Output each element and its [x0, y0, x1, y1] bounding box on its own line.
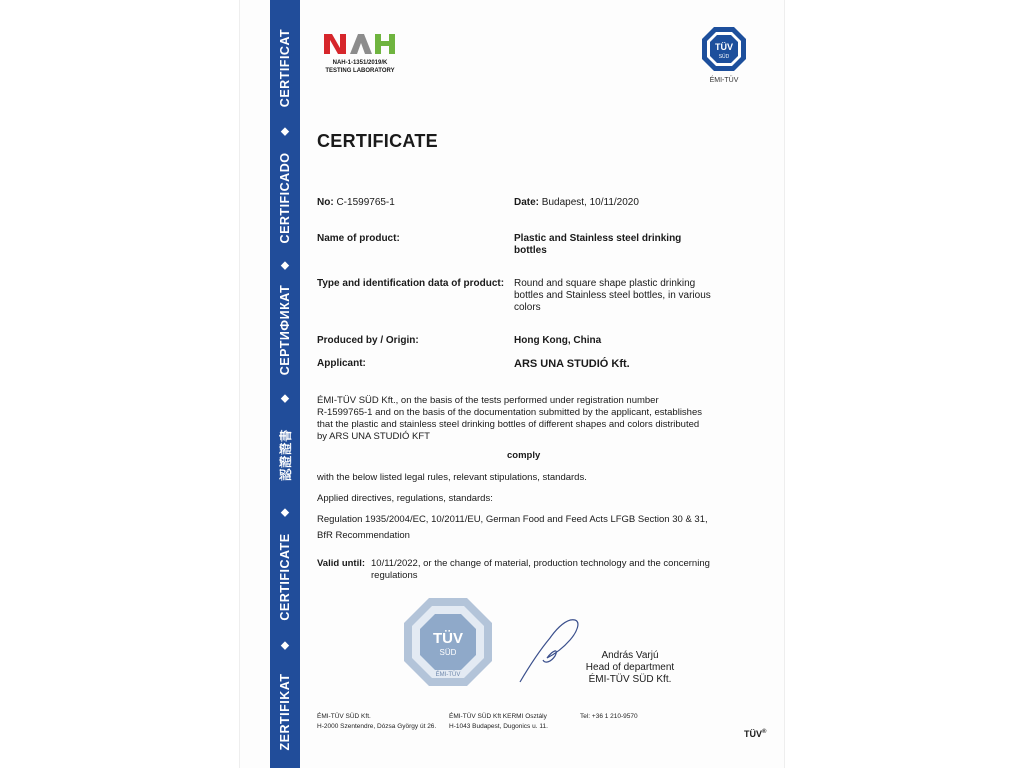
type-value-line-2: bottles and Stainless steel bottles, in various — [514, 290, 711, 301]
svg-text:SÜD: SÜD — [718, 54, 730, 60]
vertical-language-band — [270, 0, 300, 768]
band-diamond-icon: ◆ — [280, 639, 290, 652]
tuv-caption: ÉMI-TÜV — [709, 77, 739, 84]
signer-block — [560, 650, 700, 686]
band-label-certificat: CERTIFICAT — [278, 28, 292, 108]
product-value-line-1: Plastic and Stainless steel drinking — [514, 233, 682, 244]
tuv-trademark: TÜV® — [744, 729, 767, 739]
applicant-value: ARS UNA STUDIÓ Kft. — [514, 358, 630, 370]
nah-testing-laboratory: TESTING LABORATORY — [325, 68, 395, 74]
statement-line-4: by ARS UNA STUDIÓ KFT — [317, 431, 430, 442]
valid-until-line-2: regulations — [371, 570, 418, 581]
band-label-chinese: 認證證書 — [279, 428, 293, 482]
statement-line-1: ÉMI-TÜV SÜD Kft., on the basis of the tests performed under registration number — [317, 395, 659, 406]
type-value-line-3: colors — [514, 302, 541, 313]
regulation-line-2: BfR Recommendation — [317, 530, 410, 541]
applicant-label: Applicant: — [317, 358, 366, 369]
band-label-sertifikat: СЕРТИФИКАТ — [278, 284, 292, 376]
type-value-line-1: Round and square shape plastic drinking — [514, 278, 696, 289]
type-label: Type and identification data of product: — [317, 278, 505, 289]
svg-text:SÜD: SÜD — [439, 648, 457, 657]
tuv-sud-seal-stamp — [402, 596, 494, 688]
valid-until-label: Valid until: — [317, 558, 366, 569]
svg-text:ÉMI-TÜV: ÉMI-TÜV — [435, 672, 461, 678]
band-diamond-icon: ◆ — [280, 125, 290, 138]
footer-address-2: ÉMI-TÜV SÜD Kft KERMI Osztály H-1043 Budapest, Dugonics u. 11. — [449, 713, 548, 730]
statement-line-2: R-1599765-1 and on the basis of the documentation submitted by the applicant, establishes — [317, 407, 703, 418]
band-diamond-icon: ◆ — [280, 392, 290, 405]
date-label: Date: Budapest, 10/11/2020 — [514, 197, 639, 208]
svg-text:TÜV: TÜV — [433, 630, 463, 647]
signer-role: Head of department — [585, 662, 675, 673]
certificate-date: Budapest, 10/11/2020 — [541, 197, 639, 208]
footer-address-1: ÉMI-TÜV SÜD Kft. H-2000 Szentendre, Dózsa György út 26. — [317, 713, 437, 730]
statement-line-3: that the plastic and stainless steel drinking bottles of different shapes and colors distributed — [317, 419, 700, 430]
certificate-title: CERTIFICATE — [317, 131, 438, 151]
tuv-sud-logo — [700, 25, 748, 73]
regulation-line-1: Regulation 1935/2004/EC, 10/2011/EU, German Food and Feed Acts LFGB Section 30 & 31, — [317, 514, 708, 525]
product-value-line-2: bottles — [514, 245, 547, 256]
certificate-number: C-1599765-1 — [336, 197, 395, 208]
comply-word: comply — [507, 450, 541, 461]
svg-text:TÜV: TÜV — [715, 42, 733, 52]
product-label: Name of product: — [317, 233, 400, 244]
band-diamond-icon: ◆ — [280, 259, 290, 272]
applied-standards-heading: Applied directives, regulations, standards: — [317, 493, 493, 504]
footer-phone: Tel: +36 1 210-9570 — [580, 713, 638, 720]
valid-until-line-1: 10/11/2022, or the change of material, production technology and the concerning — [371, 558, 710, 569]
band-label-zertifikat: ZERTIFIKAT — [278, 673, 292, 751]
legal-rules-line: with the below listed legal rules, relevant stipulations, standards. — [317, 472, 587, 483]
certificate-page — [240, 0, 784, 768]
nah-accreditation-number: NAH-1-1351/2019/K — [332, 60, 388, 66]
signer-organization: ÉMI-TÜV SÜD Kft. — [588, 674, 672, 685]
signer-name: András Varjú — [601, 650, 659, 661]
origin-value: Hong Kong, China — [514, 335, 602, 346]
no-label: No: C-1599765-1 — [317, 197, 395, 208]
band-label-certificado: CERTIFICADO — [278, 152, 292, 244]
origin-label: Produced by / Origin: — [317, 335, 419, 346]
band-diamond-icon: ◆ — [280, 506, 290, 519]
band-label-certificate: CERTIFICATE — [278, 533, 292, 621]
